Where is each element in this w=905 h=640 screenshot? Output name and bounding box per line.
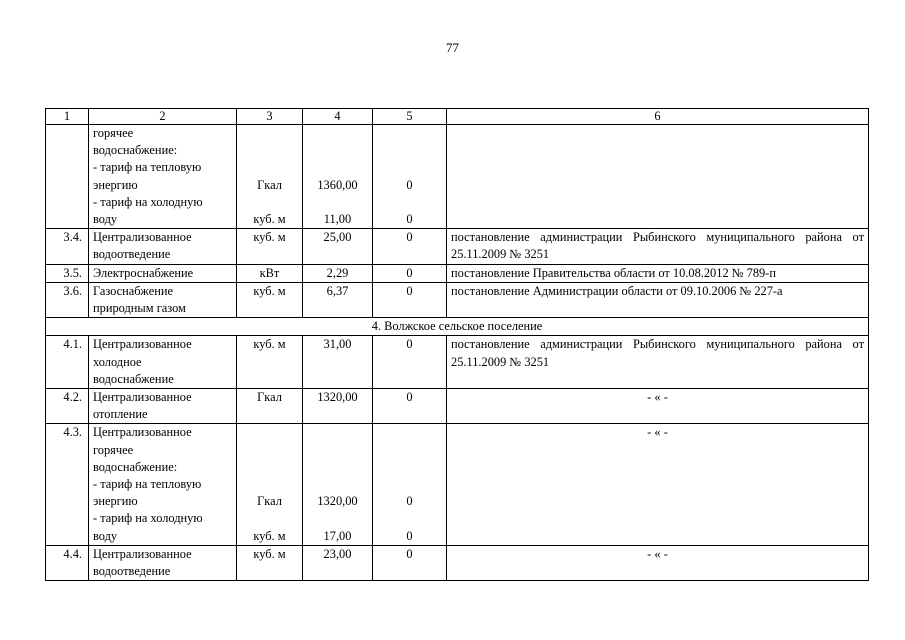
legal-basis: постановление администрации Рыбинского муниципального района от 25.11.2009 № 3251 <box>447 229 869 264</box>
service-name-line: горячее <box>93 442 134 457</box>
tariff-value: 2,29 <box>326 265 349 280</box>
unit: кВт <box>259 265 280 280</box>
tariff-value: 1320,00 <box>317 494 358 509</box>
table-row <box>46 229 869 264</box>
table-row <box>46 424 869 545</box>
row-number <box>46 125 89 229</box>
service-name-line: - тариф на тепловую <box>93 477 202 492</box>
column-number: 4 <box>303 109 373 125</box>
service-name-line: природным газом <box>93 301 186 316</box>
column-5-value: 0 <box>406 177 413 192</box>
service-name-line: холодное <box>93 354 142 369</box>
blank-line <box>307 125 368 142</box>
blank-line <box>307 476 368 493</box>
service-name-line: Централизованное <box>93 230 192 245</box>
service-name <box>89 545 237 580</box>
column-5-cell <box>373 282 447 317</box>
column-number: 5 <box>373 109 447 125</box>
service-name-line: воду <box>93 528 118 543</box>
legal-basis: постановление администрации Рыбинского муниципального района от 25.11.2009 № 3251 <box>447 336 869 389</box>
row-number: 4.4. <box>46 545 89 580</box>
legal-basis <box>447 125 869 229</box>
table-row <box>46 389 869 424</box>
service-name-line: - тариф на холодную <box>93 511 203 526</box>
tariff-value: 11,00 <box>323 211 352 226</box>
row-number: 4.3. <box>46 424 89 545</box>
blank-line <box>307 424 368 441</box>
unit-cell <box>237 389 303 424</box>
service-name-line: Централизованное <box>93 390 192 405</box>
blank-line <box>241 476 298 493</box>
table-row <box>46 545 869 580</box>
tariff-value-cell <box>303 125 373 229</box>
column-5-value: 0 <box>406 546 413 561</box>
service-name-line: водоотведение <box>93 247 171 262</box>
column-5-value: 0 <box>406 265 413 280</box>
unit-cell <box>237 282 303 317</box>
tariff-value: 1360,00 <box>317 177 358 192</box>
unit: Гкал <box>257 390 282 405</box>
blank-line <box>377 476 442 493</box>
unit-cell <box>237 264 303 282</box>
unit-cell <box>237 229 303 264</box>
row-number: 3.5. <box>46 264 89 282</box>
tariff-value: 6,37 <box>326 283 349 298</box>
blank-line <box>307 459 368 476</box>
blank-line <box>241 159 298 176</box>
table-row <box>46 125 869 229</box>
page-number: 77 <box>446 40 459 55</box>
column-5-value: 0 <box>406 283 413 298</box>
blank-line <box>377 125 442 142</box>
service-name-line: отопление <box>93 407 148 422</box>
service-name <box>89 424 237 545</box>
table-row <box>46 282 869 317</box>
tariff-value-cell <box>303 424 373 545</box>
unit: куб. м <box>253 230 286 245</box>
column-number: 2 <box>89 109 237 125</box>
service-name <box>89 229 237 264</box>
service-name <box>89 264 237 282</box>
blank-line <box>377 442 442 459</box>
service-name-line: - тариф на тепловую <box>93 160 202 175</box>
service-name-line: - тариф на холодную <box>93 194 203 209</box>
tariff-value: 1320,00 <box>317 390 358 405</box>
unit: куб. м <box>253 546 286 561</box>
tariff-value-cell <box>303 264 373 282</box>
tariff-value-cell <box>303 545 373 580</box>
unit: куб. м <box>253 211 286 226</box>
service-name-line: горячее <box>93 126 134 140</box>
legal-basis: - « - <box>447 424 869 545</box>
tariff-value-cell <box>303 229 373 264</box>
blank-line <box>307 510 368 527</box>
blank-line <box>241 194 298 211</box>
service-name <box>89 282 237 317</box>
column-5-value: 0 <box>406 494 413 509</box>
blank-line <box>377 459 442 476</box>
row-number: 3.6. <box>46 282 89 317</box>
column-5-value: 0 <box>406 528 413 543</box>
tariff-value: 25,00 <box>323 230 352 245</box>
table-row <box>46 336 869 389</box>
service-name-line: воду <box>93 212 118 227</box>
blank-line <box>377 510 442 527</box>
unit: куб. м <box>253 528 286 543</box>
service-name-line: Электроснабжение <box>93 265 194 280</box>
column-5-cell <box>373 336 447 389</box>
blank-line <box>377 424 442 441</box>
blank-line <box>241 459 298 476</box>
service-name-line: водоснабжение: <box>93 459 178 474</box>
column-5-value: 0 <box>406 230 413 245</box>
column-5-value: 0 <box>406 337 413 352</box>
service-name-line: Централизованное <box>93 546 192 561</box>
tariff-value-cell <box>303 389 373 424</box>
blank-line <box>241 424 298 441</box>
tariff-value: 31,00 <box>323 337 352 352</box>
blank-line <box>377 194 442 211</box>
section-row <box>46 318 869 336</box>
column-5-cell <box>373 424 447 545</box>
blank-line <box>307 194 368 211</box>
blank-line <box>241 510 298 527</box>
tariff-value-cell <box>303 282 373 317</box>
service-name-line: энергию <box>93 177 138 192</box>
unit: куб. м <box>253 337 286 352</box>
service-name-line: Газоснабжение <box>93 283 173 298</box>
legal-basis: постановление Правительства области от 10.08.2012 № 789-п <box>447 264 869 282</box>
column-5-cell <box>373 264 447 282</box>
service-name-line: энергию <box>93 494 138 509</box>
blank-line <box>377 142 442 159</box>
blank-line <box>377 159 442 176</box>
unit-cell <box>237 424 303 545</box>
row-number: 3.4. <box>46 229 89 264</box>
legal-basis: - « - <box>447 545 869 580</box>
table-row <box>46 264 869 282</box>
column-5-value: 0 <box>406 211 413 226</box>
service-name-line: Централизованное <box>93 425 192 440</box>
service-name <box>89 125 237 229</box>
column-number-row <box>46 109 869 125</box>
unit: Гкал <box>257 494 282 509</box>
unit: куб. м <box>253 283 286 298</box>
column-number: 1 <box>46 109 89 125</box>
service-name-line: водоснабжение <box>93 371 174 386</box>
column-number: 6 <box>447 109 869 125</box>
blank-line <box>241 142 298 159</box>
blank-line <box>307 159 368 176</box>
unit-cell <box>237 336 303 389</box>
unit-cell <box>237 545 303 580</box>
legal-basis: - « - <box>447 389 869 424</box>
section-title: 4. Волжское сельское поселение <box>46 318 869 336</box>
tariff-value: 17,00 <box>323 528 352 543</box>
tariff-value-cell <box>303 336 373 389</box>
column-number: 3 <box>237 109 303 125</box>
tariff-table <box>45 108 869 581</box>
row-number: 4.1. <box>46 336 89 389</box>
column-5-cell <box>373 125 447 229</box>
unit: Гкал <box>257 177 282 192</box>
blank-line <box>241 125 298 142</box>
unit-cell <box>237 125 303 229</box>
blank-line <box>241 442 298 459</box>
column-5-cell <box>373 389 447 424</box>
row-number: 4.2. <box>46 389 89 424</box>
tariff-value: 23,00 <box>323 546 352 561</box>
column-5-value: 0 <box>406 390 413 405</box>
column-5-cell <box>373 545 447 580</box>
legal-basis: постановление Администрации области от 09.10.2006 № 227-а <box>447 282 869 317</box>
service-name <box>89 336 237 389</box>
blank-line <box>307 142 368 159</box>
column-5-cell <box>373 229 447 264</box>
service-name-line: водоотведение <box>93 564 171 579</box>
blank-line <box>307 442 368 459</box>
service-name-line: Централизованное <box>93 337 192 352</box>
service-name-line: водоснабжение: <box>93 143 178 158</box>
tariff-table-body <box>46 109 869 581</box>
service-name <box>89 389 237 424</box>
